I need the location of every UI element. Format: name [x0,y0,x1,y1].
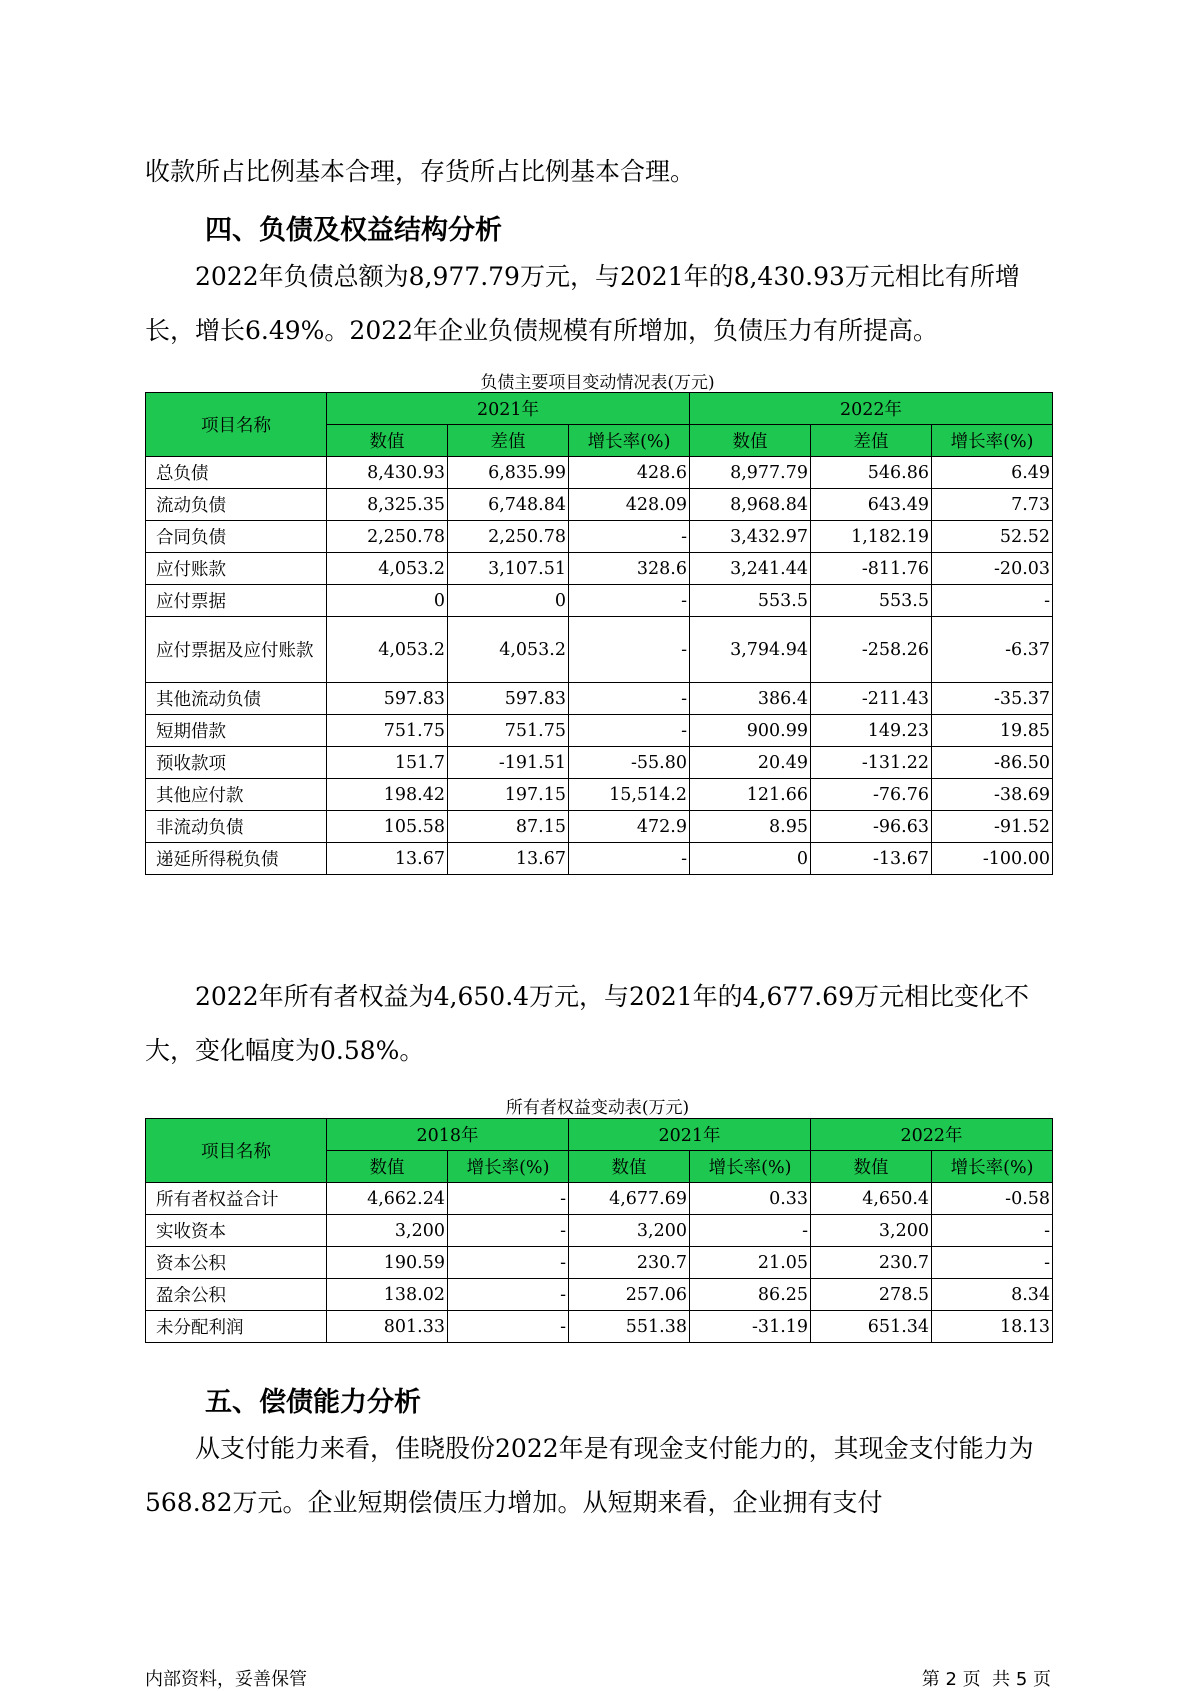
row-label: 应付票据 [146,585,327,617]
table-cell: 3,241.44 [690,553,811,585]
header-item-name: 项目名称 [146,393,327,457]
table-row [146,617,1053,683]
table-cell: 86.25 [690,1279,811,1311]
table-cell: -38.69 [932,779,1053,811]
table-cell: -20.03 [932,553,1053,585]
table-cell: 8,430.93 [327,457,448,489]
table-cell: - [569,715,690,747]
table-cell: 643.49 [811,489,932,521]
subheader: 增长率(%) [690,1151,811,1183]
table-cell: 8.34 [932,1279,1053,1311]
table-cell: - [448,1311,569,1343]
row-label: 其他应付款 [146,779,327,811]
table-cell: 13.67 [327,843,448,875]
table-cell: 4,662.24 [327,1183,448,1215]
table-row [146,1215,1053,1247]
subheader: 数值 [569,1151,690,1183]
table-cell: 13.67 [448,843,569,875]
subheader: 数值 [327,425,448,457]
section5-paragraph: 从支付能力来看，佳晓股份2022年是有现金支付能力的，其现金支付能力为568.82万元。企业短期偿债压力增加。从短期来看，企业拥有支付 [145,1434,1034,1517]
table-cell: 230.7 [569,1247,690,1279]
table-cell: 651.34 [811,1311,932,1343]
table-cell: -258.26 [811,617,932,683]
table-cell: 121.66 [690,779,811,811]
table-cell: 21.05 [690,1247,811,1279]
table-cell: - [932,585,1053,617]
row-label: 合同负债 [146,521,327,553]
table-cell: - [448,1215,569,1247]
table-cell: 8,325.35 [327,489,448,521]
intro-line: 收款所占比例基本合理，存货所占比例基本合理。 [145,157,696,186]
table-cell: -211.43 [811,683,932,715]
table-cell: - [448,1247,569,1279]
table-row [146,811,1053,843]
subheader: 差值 [811,425,932,457]
table-cell: 105.58 [327,811,448,843]
table-row [146,457,1053,489]
table-cell: 553.5 [690,585,811,617]
table-cell: 3,200 [569,1215,690,1247]
table-cell: 197.15 [448,779,569,811]
table-cell: 151.7 [327,747,448,779]
table-cell: 4,053.2 [327,617,448,683]
table-cell: - [569,683,690,715]
table-cell: 190.59 [327,1247,448,1279]
table-cell: 0 [327,585,448,617]
table-cell: -96.63 [811,811,932,843]
table-row [146,585,1053,617]
table-cell: 4,650.4 [811,1183,932,1215]
subheader: 差值 [448,425,569,457]
table-row [146,843,1053,875]
table-row [146,747,1053,779]
table-cell: 4,677.69 [569,1183,690,1215]
row-label: 实收资本 [146,1215,327,1247]
table-cell: 8.95 [690,811,811,843]
table-cell: 52.52 [932,521,1053,553]
table-cell: - [569,585,690,617]
table-cell: 18.13 [932,1311,1053,1343]
table-cell: -13.67 [811,843,932,875]
table-cell: 2,250.78 [448,521,569,553]
table-cell: -191.51 [448,747,569,779]
row-label: 所有者权益合计 [146,1183,327,1215]
table-cell: 801.33 [327,1311,448,1343]
table-cell: 328.6 [569,553,690,585]
table-cell: - [448,1183,569,1215]
table-cell: 553.5 [811,585,932,617]
table-cell: 2,250.78 [327,521,448,553]
table-cell: 0 [690,843,811,875]
table-row [146,779,1053,811]
table-row [146,1183,1053,1215]
subheader: 增长率(%) [448,1151,569,1183]
row-label: 资本公积 [146,1247,327,1279]
table-cell: 428.6 [569,457,690,489]
row-label: 非流动负债 [146,811,327,843]
subheader: 增长率(%) [569,425,690,457]
table-row [146,553,1053,585]
table-cell: -35.37 [932,683,1053,715]
table-cell: -100.00 [932,843,1053,875]
row-label: 流动负债 [146,489,327,521]
header-year: 2021年 [569,1119,811,1151]
row-label: 未分配利润 [146,1311,327,1343]
section4-paragraph: 2022年负债总额为8,977.79万元，与2021年的8,430.93万元相比有所增长，增长6.49%。2022年企业负债规模有所增加，负债压力有所提高。 [145,262,1020,345]
table-cell: - [932,1215,1053,1247]
table-cell: 230.7 [811,1247,932,1279]
table-cell: 551.38 [569,1311,690,1343]
table-cell: 0.33 [690,1183,811,1215]
row-label: 盈余公积 [146,1279,327,1311]
table-row [146,715,1053,747]
header-year: 2022年 [811,1119,1053,1151]
row-label: 短期借款 [146,715,327,747]
table-cell: 3,200 [327,1215,448,1247]
table-cell: 4,053.2 [448,617,569,683]
liability-table-caption: 负债主要项目变动情况表(万元) [480,373,715,393]
table-cell: -31.19 [690,1311,811,1343]
table-cell: - [448,1279,569,1311]
table-cell: 0 [448,585,569,617]
table-cell: 3,107.51 [448,553,569,585]
header-year: 2022年 [690,393,1053,425]
subheader: 数值 [690,425,811,457]
header-year: 2021年 [327,393,690,425]
table-cell: 751.75 [448,715,569,747]
table-cell: -86.50 [932,747,1053,779]
table-cell: 428.09 [569,489,690,521]
row-label: 其他流动负债 [146,683,327,715]
table-cell: 546.86 [811,457,932,489]
row-label: 应付账款 [146,553,327,585]
row-label: 应付票据及应付账款 [146,617,327,683]
table-cell: 3,200 [811,1215,932,1247]
table-cell: - [569,843,690,875]
table-cell: - [569,521,690,553]
table-cell: - [690,1215,811,1247]
table-cell: 7.73 [932,489,1053,521]
table-cell: 15,514.2 [569,779,690,811]
footer-left: 内部资料，妥善保管 [145,1669,307,1690]
table-cell: -131.22 [811,747,932,779]
table-cell: 8,968.84 [690,489,811,521]
table-cell: -91.52 [932,811,1053,843]
subheader: 数值 [811,1151,932,1183]
table-cell: 198.42 [327,779,448,811]
table-row [146,1279,1053,1311]
table-cell: 257.06 [569,1279,690,1311]
table-cell: 3,432.97 [690,521,811,553]
table-cell: 751.75 [327,715,448,747]
equity-table [145,1118,1053,1343]
table-cell: 1,182.19 [811,521,932,553]
header-year: 2018年 [327,1119,569,1151]
subheader: 数值 [327,1151,448,1183]
table-cell: 87.15 [448,811,569,843]
table-cell: 597.83 [448,683,569,715]
table-cell: 6,748.84 [448,489,569,521]
row-label: 总负债 [146,457,327,489]
table-row [146,1311,1053,1343]
table-cell: - [932,1247,1053,1279]
table-row [146,521,1053,553]
equity-paragraph: 2022年所有者权益为4,650.4万元，与2021年的4,677.69万元相比变化不大，变化幅度为0.58%。 [145,982,1029,1065]
table-cell: -76.76 [811,779,932,811]
row-label: 递延所得税负债 [146,843,327,875]
header-item-name: 项目名称 [146,1119,327,1183]
subheader: 增长率(%) [932,1151,1053,1183]
table-row [146,489,1053,521]
table-row [146,1247,1053,1279]
table-cell: - [569,617,690,683]
subheader: 增长率(%) [932,425,1053,457]
table-cell: -811.76 [811,553,932,585]
table-cell: 8,977.79 [690,457,811,489]
table-cell: 597.83 [327,683,448,715]
table-cell: -55.80 [569,747,690,779]
row-label: 预收款项 [146,747,327,779]
table-cell: 149.23 [811,715,932,747]
table-cell: -0.58 [932,1183,1053,1215]
table-cell: 138.02 [327,1279,448,1311]
equity-table-caption: 所有者权益变动表(万元) [505,1098,690,1118]
section5-heading: 五、偿债能力分析 [205,1387,421,1418]
table-cell: 900.99 [690,715,811,747]
table-cell: 278.5 [811,1279,932,1311]
table-cell: 3,794.94 [690,617,811,683]
table-cell: 4,053.2 [327,553,448,585]
table-cell: 19.85 [932,715,1053,747]
table-cell: 386.4 [690,683,811,715]
table-cell: 6.49 [932,457,1053,489]
liability-table [145,392,1053,875]
table-cell: 20.49 [690,747,811,779]
table-row [146,683,1053,715]
section4-heading: 四、负债及权益结构分析 [205,215,502,246]
table-cell: -6.37 [932,617,1053,683]
table-cell: 6,835.99 [448,457,569,489]
table-cell: 472.9 [569,811,690,843]
page-number: 第 2 页 共 5 页 [921,1669,1051,1690]
